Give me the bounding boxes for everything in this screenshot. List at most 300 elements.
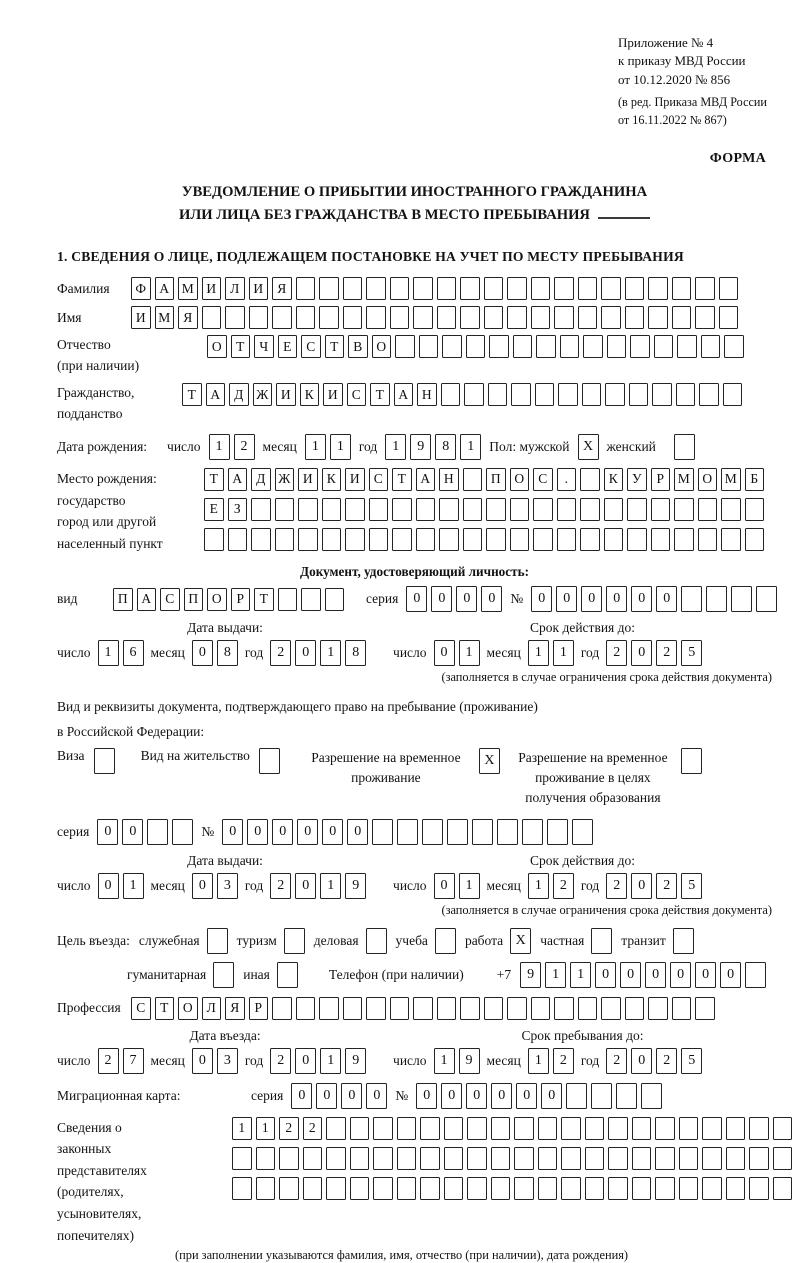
form-cell <box>497 819 518 845</box>
appendix-line: от 10.12.2020 № 856 <box>618 71 731 87</box>
form-cell: М <box>155 306 175 329</box>
form-cell <box>301 588 321 611</box>
day-label: число <box>393 645 427 661</box>
form-cell: П <box>486 468 506 491</box>
representatives-label: законных <box>57 1141 112 1157</box>
form-cell <box>533 528 553 551</box>
form-cell: Т <box>231 335 251 358</box>
form-cell <box>507 306 527 329</box>
purpose-study <box>396 928 456 954</box>
issue-date-title: Дата выдачи: <box>187 852 263 868</box>
doc-series-cells <box>406 586 502 612</box>
stay-until-title: Срок пребывания до: <box>521 1027 644 1043</box>
form-cell: К <box>300 383 320 406</box>
form-cell: З <box>228 498 248 521</box>
form-cell <box>604 498 624 521</box>
form-cell <box>397 1117 417 1140</box>
form-cell: С <box>301 335 321 358</box>
form-cell: Т <box>325 335 345 358</box>
form-cell <box>296 997 316 1020</box>
form-title-line1: УВЕДОМЛЕНИЕ О ПРИБЫТИИ ИНОСТРАННОГО ГРАЖДАНИНА <box>181 184 648 201</box>
identity-doc-row <box>57 586 772 612</box>
form-cell: 1 <box>385 434 406 460</box>
form-cell <box>676 383 696 406</box>
form-cell <box>674 434 695 460</box>
form-cell: 0 <box>316 1083 337 1109</box>
form-cell <box>441 383 461 406</box>
form-cell <box>583 335 603 358</box>
form-cell <box>601 997 621 1020</box>
residence-doc-intro <box>57 695 772 744</box>
form-cell: 0 <box>122 819 143 845</box>
form-cell <box>654 335 674 358</box>
form-cell <box>719 277 739 300</box>
form-cell <box>275 498 295 521</box>
form-cell <box>514 1117 534 1140</box>
form-cell <box>677 335 697 358</box>
form-cell <box>531 277 551 300</box>
form-cell <box>724 335 744 358</box>
form-cell <box>698 528 718 551</box>
representatives-cells-row3 <box>232 1177 792 1200</box>
form-cell <box>561 1117 581 1140</box>
form-cell <box>467 1177 487 1200</box>
form-cell: 0 <box>434 873 455 899</box>
purpose-other-label: иная <box>243 966 270 982</box>
form-cell: 1 <box>209 434 230 460</box>
form-cell: 0 <box>631 873 652 899</box>
month-label: месяц <box>150 877 185 893</box>
form-cell: 0 <box>192 640 213 666</box>
birth-place-cells-row1 <box>204 468 764 491</box>
form-cell: 2 <box>303 1117 323 1140</box>
form-cell: Р <box>231 588 251 611</box>
form-cell: Н <box>417 383 437 406</box>
residence-doc-series-row <box>57 819 772 845</box>
form-cell <box>397 819 418 845</box>
form-cell: 1 <box>459 873 480 899</box>
form-cell <box>322 528 342 551</box>
form-cell <box>507 277 527 300</box>
visit-purpose-label: Цель въезда: <box>57 932 130 948</box>
form-cell <box>345 528 365 551</box>
form-cell <box>228 528 248 551</box>
form-cell: 0 <box>295 1048 316 1074</box>
form-cell <box>319 997 339 1020</box>
purpose-private-checkbox <box>591 928 612 954</box>
form-cell: 5 <box>681 873 702 899</box>
form-cell: 0 <box>670 962 691 988</box>
doc-number-cells <box>531 586 777 612</box>
form-cell <box>507 997 527 1020</box>
form-cell <box>726 1117 746 1140</box>
blank-underline <box>598 205 650 219</box>
appendix-block <box>618 34 800 129</box>
form-cell: 0 <box>595 962 616 988</box>
form-cell <box>486 498 506 521</box>
form-cell <box>531 997 551 1020</box>
form-cell: 0 <box>434 640 455 666</box>
form-cell: К <box>322 468 342 491</box>
form-cell: 0 <box>656 586 677 612</box>
purpose-study-checkbox <box>435 928 456 954</box>
birth-month-cells <box>305 434 351 460</box>
year-label: год <box>580 1052 600 1068</box>
patronymic-row <box>57 335 772 377</box>
validity-note: (заполняется в случае ограничения срока действия документа) <box>441 670 772 685</box>
name-row <box>57 306 772 329</box>
doc-series-label: серия <box>366 591 399 607</box>
doc-kind-cells <box>113 588 344 611</box>
purpose-private <box>540 928 612 954</box>
form-cell: 0 <box>620 962 641 988</box>
form-cell <box>674 498 694 521</box>
identity-doc-dates-row <box>57 640 772 666</box>
form-cell <box>604 528 624 551</box>
form-cell: Д <box>251 468 271 491</box>
form-cell: 1 <box>528 1048 549 1074</box>
form-cell <box>681 586 702 612</box>
form-cell: 0 <box>481 586 502 612</box>
form-cell: 0 <box>406 586 427 612</box>
representatives-cells-stack <box>232 1117 792 1200</box>
representatives-label: (родителях, <box>57 1184 124 1200</box>
form-cell: 1 <box>545 962 566 988</box>
form-cell: 9 <box>345 1048 366 1074</box>
form-cell: Т <box>204 468 224 491</box>
form-cell <box>630 335 650 358</box>
form-cell <box>460 997 480 1020</box>
month-label: месяц <box>150 645 185 661</box>
form-cell <box>608 1177 628 1200</box>
form-cell: 0 <box>347 819 368 845</box>
day-cells <box>434 1048 480 1074</box>
option-visa <box>57 748 115 774</box>
form-cell <box>343 997 363 1020</box>
day-label: число <box>57 1052 91 1068</box>
day-label: число <box>57 645 91 661</box>
form-cell <box>420 1117 440 1140</box>
form-cell <box>510 498 530 521</box>
stay-until-group <box>393 1048 702 1074</box>
form-cell: X <box>479 748 500 774</box>
form-cell: 0 <box>606 586 627 612</box>
form-cell <box>172 819 193 845</box>
form-cell <box>350 1177 370 1200</box>
form-cell <box>536 335 556 358</box>
form-cell <box>773 1117 793 1140</box>
sex-female-checkbox <box>674 434 695 460</box>
form-cell: 1 <box>528 873 549 899</box>
form-cell: И <box>249 277 269 300</box>
form-cell: 1 <box>434 1048 455 1074</box>
form-cell <box>749 1147 769 1170</box>
form-cell: Т <box>155 997 175 1020</box>
form-cell <box>726 1147 746 1170</box>
form-cell <box>147 819 168 845</box>
month-label: месяц <box>486 1052 521 1068</box>
option-temp-residence-label: Разрешение на временное проживание <box>311 749 461 786</box>
form-title-line2-wrap <box>57 204 772 227</box>
purpose-transit <box>621 928 694 954</box>
option-visa-checkbox <box>94 748 115 774</box>
form-cell <box>350 1117 370 1140</box>
form-cell: Т <box>182 383 202 406</box>
migration-number-label: № <box>395 1087 409 1103</box>
form-cell: В <box>348 335 368 358</box>
form-cell <box>773 1147 793 1170</box>
form-cell: 8 <box>435 434 456 460</box>
form-cell: 2 <box>553 873 574 899</box>
form-cell <box>277 962 298 988</box>
surname-label: Фамилия <box>57 280 110 296</box>
form-cell <box>608 1147 628 1170</box>
purpose-study-label: учеба <box>395 932 428 948</box>
form-cell <box>460 277 480 300</box>
option-visa-label: Виза <box>57 747 85 763</box>
form-cell <box>366 306 386 329</box>
form-cell <box>325 588 345 611</box>
form-cell <box>511 383 531 406</box>
form-cell: 8 <box>217 640 238 666</box>
entry-date-group <box>57 1048 393 1074</box>
form-cell <box>702 1177 722 1200</box>
entry-date-title: Дата въезда: <box>189 1027 261 1043</box>
residence-doc-intro-line2: в Российской Федерации: <box>57 723 205 739</box>
visit-purpose-row <box>57 928 772 954</box>
form-cell <box>422 819 443 845</box>
form-cell <box>372 819 393 845</box>
form-cell <box>558 383 578 406</box>
day-cells <box>98 873 144 899</box>
form-cell: 0 <box>456 586 477 612</box>
form-cell <box>726 1177 746 1200</box>
form-cell <box>560 335 580 358</box>
profession-label: Профессия <box>57 1000 121 1016</box>
form-cell <box>721 498 741 521</box>
month-cells <box>528 873 574 899</box>
birth-place-block <box>57 468 772 554</box>
form-cell: 0 <box>322 819 343 845</box>
form-cell <box>303 1147 323 1170</box>
form-cell <box>397 1147 417 1170</box>
option-residence-permit-checkbox <box>259 748 280 774</box>
purpose-private-label: частная <box>540 932 585 948</box>
form-cell: 2 <box>606 640 627 666</box>
form-cell: Б <box>745 468 765 491</box>
year-cells <box>606 1048 702 1074</box>
form-cell <box>607 335 627 358</box>
form-cell <box>698 498 718 521</box>
form-cell <box>484 306 504 329</box>
birth-day-cells <box>209 434 255 460</box>
form-cell <box>591 928 612 954</box>
form-cell: 2 <box>606 873 627 899</box>
form-cell: 0 <box>516 1083 537 1109</box>
form-cell <box>366 997 386 1020</box>
purpose-official-checkbox <box>207 928 228 954</box>
form-cell <box>484 277 504 300</box>
form-cell: И <box>323 383 343 406</box>
form-cell <box>652 383 672 406</box>
form-cell <box>207 928 228 954</box>
form-cell <box>345 498 365 521</box>
month-cells <box>192 1048 238 1074</box>
month-cells <box>528 1048 574 1074</box>
form-title <box>57 181 772 226</box>
valid-until-title: Срок действия до: <box>530 852 635 868</box>
form-cell: Л <box>202 997 222 1020</box>
form-cell <box>491 1117 511 1140</box>
form-cell <box>298 528 318 551</box>
form-cell <box>416 528 436 551</box>
form-cell <box>491 1147 511 1170</box>
valid-until-title: Срок действия до: <box>530 620 635 636</box>
form-title-line2: ИЛИ ЛИЦА БЕЗ ГРАЖДАНСТВА В МЕСТО ПРЕБЫВАНИЯ <box>179 206 590 223</box>
purpose-work-checkbox <box>510 928 531 954</box>
phone-cells <box>520 962 766 988</box>
form-cell <box>491 1177 511 1200</box>
form-cell <box>585 1117 605 1140</box>
representatives-cells-row2 <box>232 1147 792 1170</box>
entry-dates-row <box>57 1048 772 1074</box>
form-cell <box>413 306 433 329</box>
form-cell <box>538 1117 558 1140</box>
validity-note: (заполняется в случае ограничения срока действия документа) <box>441 902 772 917</box>
entry-dates <box>57 1028 772 1074</box>
form-cell: 1 <box>570 962 591 988</box>
form-cell: 0 <box>531 586 552 612</box>
form-cell: 3 <box>217 873 238 899</box>
form-cell <box>554 306 574 329</box>
representatives-block <box>57 1117 772 1247</box>
form-cell <box>719 306 739 329</box>
option-temp-residence-education <box>514 748 702 809</box>
form-cell: И <box>345 468 365 491</box>
form-cell <box>535 383 555 406</box>
form-cell: 3 <box>217 1048 238 1074</box>
entry-dates-head <box>57 1028 772 1044</box>
form-cell: 0 <box>441 1083 462 1109</box>
form-cell: 0 <box>581 586 602 612</box>
form-cell: М <box>674 468 694 491</box>
form-cell: 2 <box>279 1117 299 1140</box>
purpose-work <box>465 928 531 954</box>
issue-date-group <box>57 873 393 899</box>
form-cell <box>585 1147 605 1170</box>
form-cell: 1 <box>528 640 549 666</box>
year-label: год <box>244 1052 264 1068</box>
form-cell: 0 <box>341 1083 362 1109</box>
form-cell <box>655 1177 675 1200</box>
form-cell <box>275 528 295 551</box>
day-label: число <box>57 877 91 893</box>
form-cell <box>326 1117 346 1140</box>
form-cell: 0 <box>556 586 577 612</box>
form-cell: 0 <box>631 586 652 612</box>
form-cell: Я <box>178 306 198 329</box>
identity-doc-heading: Документ, удостоверяющий личность: <box>300 564 529 580</box>
option-residence-permit-label: Вид на жительство <box>140 747 250 763</box>
form-cell: 1 <box>553 640 574 666</box>
form-cell: 0 <box>645 962 666 988</box>
form-cell: Т <box>254 588 274 611</box>
form-cell: 1 <box>305 434 326 460</box>
form-cell: 0 <box>297 819 318 845</box>
form-cell <box>632 1147 652 1170</box>
month-label: месяц <box>486 877 521 893</box>
form-cell: 0 <box>222 819 243 845</box>
form-cell <box>616 1083 637 1109</box>
form-cell <box>554 277 574 300</box>
identity-doc-dates-head <box>57 620 772 636</box>
form-cell <box>326 1177 346 1200</box>
month-cells <box>192 640 238 666</box>
form-cell: 2 <box>270 1048 291 1074</box>
purpose-humanitarian-checkbox <box>213 962 234 988</box>
form-cell: 0 <box>416 1083 437 1109</box>
form-cell: 1 <box>256 1117 276 1140</box>
form-cell: 2 <box>656 640 677 666</box>
form-cell <box>695 997 715 1020</box>
form-cell: Т <box>392 468 412 491</box>
form-cell <box>651 498 671 521</box>
form-cell <box>695 277 715 300</box>
form-cell <box>437 306 457 329</box>
form-cell: О <box>510 468 530 491</box>
residence-number-cells <box>222 819 593 845</box>
form-cell <box>420 1147 440 1170</box>
form-cell: А <box>416 468 436 491</box>
form-cell: С <box>533 468 553 491</box>
form-cell: М <box>721 468 741 491</box>
form-cell <box>580 498 600 521</box>
form-cell: Н <box>439 468 459 491</box>
day-cells <box>98 640 144 666</box>
month-cells <box>528 640 574 666</box>
purpose-official <box>139 928 228 954</box>
purpose-humanitarian-label: гуманитарная <box>127 966 207 982</box>
patronymic-label <box>57 335 207 377</box>
form-cell: М <box>178 277 198 300</box>
form-cell <box>510 528 530 551</box>
forma-label: ФОРМА <box>709 151 766 167</box>
form-cell: О <box>207 335 227 358</box>
form-cell <box>284 928 305 954</box>
profession-cells <box>131 997 715 1020</box>
valid-until-group <box>393 873 702 899</box>
birth-place-label: Место рождения: <box>57 470 157 486</box>
citizenship-label-line1: Гражданство, <box>57 385 135 401</box>
form-cell <box>213 962 234 988</box>
form-cell <box>420 1177 440 1200</box>
form-cell <box>447 819 468 845</box>
residence-doc-dates <box>57 853 772 918</box>
name-label: Имя <box>57 309 82 325</box>
form-cell <box>413 997 433 1020</box>
form-cell: 9 <box>345 873 366 899</box>
form-cell: 5 <box>681 1048 702 1074</box>
migration-card-row <box>57 1083 772 1109</box>
migration-card-label: Миграционная карта: <box>57 1087 181 1103</box>
form-cell <box>648 277 668 300</box>
form-cell: Д <box>229 383 249 406</box>
year-cells <box>606 640 702 666</box>
form-cell: 2 <box>606 1048 627 1074</box>
form-cell <box>298 498 318 521</box>
representatives-label: попечителях) <box>57 1227 134 1243</box>
form-cell <box>514 1177 534 1200</box>
